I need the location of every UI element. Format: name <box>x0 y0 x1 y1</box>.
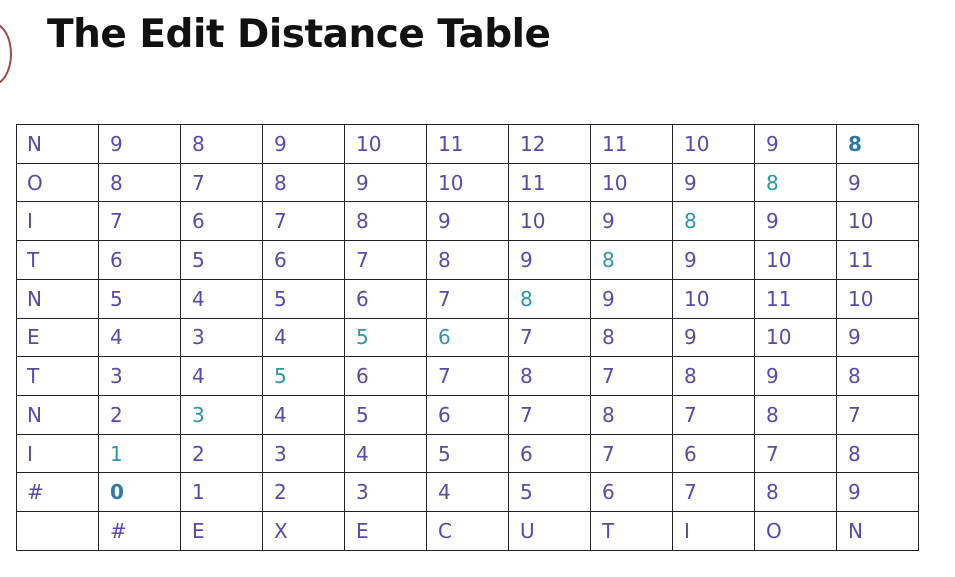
row-label: T <box>17 357 99 396</box>
table-cell: 9 <box>591 202 673 241</box>
table-cell: 8 <box>509 357 591 396</box>
table-cell: 9 <box>837 163 919 202</box>
table-cell: 2 <box>263 473 345 512</box>
table-cell: 9 <box>755 357 837 396</box>
table-cell: 8 <box>591 241 673 280</box>
table-cell: 8 <box>673 202 755 241</box>
table-cell: 10 <box>755 318 837 357</box>
column-label: # <box>99 512 181 551</box>
row-label: I <box>17 202 99 241</box>
table-cell: 6 <box>263 241 345 280</box>
table-cell: 8 <box>345 202 427 241</box>
table-cell: 6 <box>673 434 755 473</box>
column-label: O <box>755 512 837 551</box>
table-cell: 7 <box>837 396 919 435</box>
table-cell: 8 <box>591 396 673 435</box>
column-label: I <box>673 512 755 551</box>
table-row <box>17 318 919 357</box>
table-cell: 7 <box>591 357 673 396</box>
table-cell: 5 <box>263 279 345 318</box>
table-cell: 7 <box>99 202 181 241</box>
table-cell: 4 <box>263 318 345 357</box>
table-row <box>17 202 919 241</box>
table-cell: 5 <box>99 279 181 318</box>
table-cell: 7 <box>509 318 591 357</box>
table-cell: 8 <box>99 163 181 202</box>
table-cell: 2 <box>181 434 263 473</box>
row-label: T <box>17 241 99 280</box>
row-label: O <box>17 163 99 202</box>
table-cell: 10 <box>673 125 755 164</box>
table-cell: 7 <box>509 396 591 435</box>
table-cell: 5 <box>345 396 427 435</box>
table-row <box>17 473 919 512</box>
row-label: E <box>17 318 99 357</box>
table-cell: 7 <box>673 396 755 435</box>
table-cell: 8 <box>263 163 345 202</box>
table-cell: 11 <box>837 241 919 280</box>
table-cell: 4 <box>427 473 509 512</box>
table-cell: 7 <box>181 163 263 202</box>
table-cell: 9 <box>263 125 345 164</box>
column-label: E <box>345 512 427 551</box>
table-cell: 5 <box>345 318 427 357</box>
table-cell: 4 <box>99 318 181 357</box>
table-cell: 8 <box>755 163 837 202</box>
table-cell: 8 <box>837 434 919 473</box>
table-cell: 9 <box>509 241 591 280</box>
row-label: I <box>17 434 99 473</box>
table-cell: 2 <box>99 396 181 435</box>
table-cell: 10 <box>837 202 919 241</box>
column-header-row <box>17 512 919 551</box>
row-label: N <box>17 279 99 318</box>
table-cell: 1 <box>181 473 263 512</box>
table-cell: 4 <box>263 396 345 435</box>
column-label: N <box>837 512 919 551</box>
table-cell: 8 <box>755 396 837 435</box>
column-label: U <box>509 512 591 551</box>
table-cell: 3 <box>345 473 427 512</box>
table-cell: 4 <box>181 357 263 396</box>
table-cell: 9 <box>345 163 427 202</box>
table-cell: 6 <box>427 396 509 435</box>
table-cell: 7 <box>427 357 509 396</box>
table-cell: 4 <box>181 279 263 318</box>
table-cell: 9 <box>673 241 755 280</box>
table-cell: 8 <box>837 125 919 164</box>
row-label: # <box>17 473 99 512</box>
table-cell: 8 <box>427 241 509 280</box>
table-cell: 1 <box>99 434 181 473</box>
table-cell: 9 <box>755 202 837 241</box>
table-cell: 11 <box>427 125 509 164</box>
table-cell: 3 <box>181 318 263 357</box>
table-cell: 8 <box>755 473 837 512</box>
corner-cell <box>17 512 99 551</box>
table-cell: 10 <box>427 163 509 202</box>
table-cell: 7 <box>591 434 673 473</box>
table-cell: 7 <box>263 202 345 241</box>
table-cell: 6 <box>345 279 427 318</box>
table-row <box>17 357 919 396</box>
table-cell: 11 <box>591 125 673 164</box>
table-row <box>17 125 919 164</box>
table-cell: 10 <box>509 202 591 241</box>
table-cell: 8 <box>181 125 263 164</box>
table-cell: 9 <box>837 318 919 357</box>
decorative-ring <box>0 22 12 86</box>
table-cell: 8 <box>591 318 673 357</box>
table-cell: 6 <box>99 241 181 280</box>
table-cell: 6 <box>591 473 673 512</box>
table-cell: 10 <box>591 163 673 202</box>
table-cell: 6 <box>345 357 427 396</box>
table-cell: 3 <box>99 357 181 396</box>
column-label: C <box>427 512 509 551</box>
table-cell: 9 <box>427 202 509 241</box>
table-row <box>17 241 919 280</box>
table-cell: 8 <box>837 357 919 396</box>
table-cell: 9 <box>673 318 755 357</box>
edit-distance-table <box>16 124 919 551</box>
column-label: T <box>591 512 673 551</box>
table-cell: 6 <box>509 434 591 473</box>
slide-title: The Edit Distance Table <box>47 12 551 57</box>
table-cell: 3 <box>263 434 345 473</box>
table-cell: 8 <box>673 357 755 396</box>
table-cell: 5 <box>509 473 591 512</box>
table-cell: 5 <box>263 357 345 396</box>
table-cell: 6 <box>427 318 509 357</box>
table-cell: 9 <box>673 163 755 202</box>
table-row <box>17 396 919 435</box>
table-cell: 7 <box>673 473 755 512</box>
table-cell: 10 <box>345 125 427 164</box>
table-cell: 9 <box>99 125 181 164</box>
table-cell: 5 <box>427 434 509 473</box>
table-cell: 10 <box>837 279 919 318</box>
column-label: E <box>181 512 263 551</box>
table-cell: 11 <box>755 279 837 318</box>
table-row <box>17 279 919 318</box>
column-label: X <box>263 512 345 551</box>
table-cell: 9 <box>591 279 673 318</box>
table-cell: 6 <box>181 202 263 241</box>
table-row <box>17 434 919 473</box>
table-cell: 0 <box>99 473 181 512</box>
table-cell: 9 <box>837 473 919 512</box>
table-cell: 4 <box>345 434 427 473</box>
table-cell: 7 <box>427 279 509 318</box>
table-cell: 7 <box>755 434 837 473</box>
table-cell: 9 <box>755 125 837 164</box>
table-cell: 5 <box>181 241 263 280</box>
table-cell: 8 <box>509 279 591 318</box>
row-label: N <box>17 125 99 164</box>
table-cell: 3 <box>181 396 263 435</box>
table-cell: 11 <box>509 163 591 202</box>
row-label: N <box>17 396 99 435</box>
table-cell: 10 <box>755 241 837 280</box>
table-cell: 12 <box>509 125 591 164</box>
table-cell: 7 <box>345 241 427 280</box>
table-cell: 10 <box>673 279 755 318</box>
table-row <box>17 163 919 202</box>
